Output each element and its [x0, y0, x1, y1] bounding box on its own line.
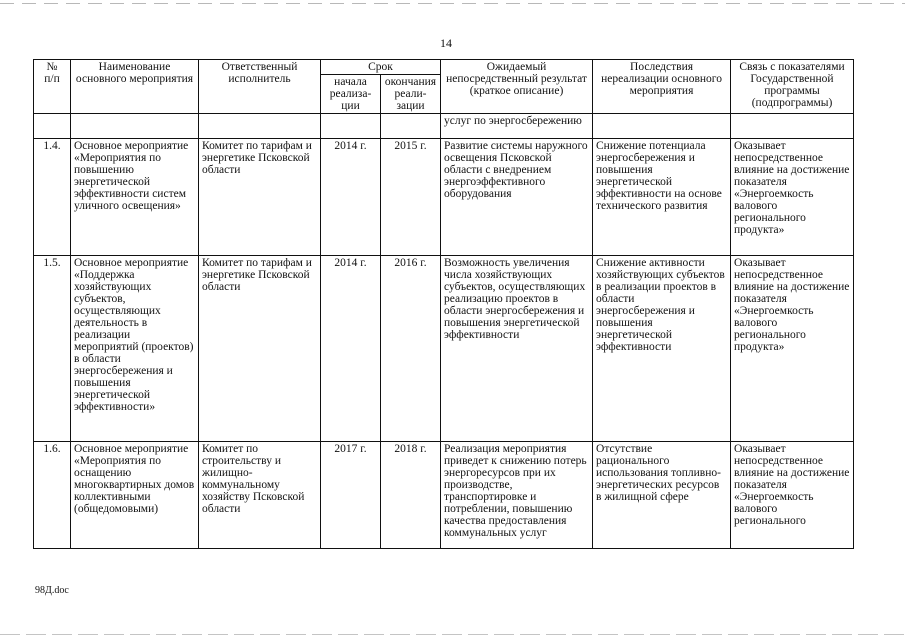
activities-table [33, 59, 854, 549]
cell-link: Оказывает непосредственное влияние на достижение показателя «Энергоемкость валового регионального [731, 442, 854, 549]
scan-edge-bottom [0, 634, 905, 635]
header-row [34, 60, 854, 75]
header-end: окончания реали-зации [381, 75, 441, 114]
cell-name: Основное мероприятие «Поддержка хозяйствующих субъектов, осуществляющих деятельность в реализации мероприятий (проектов) в области энергосбережения и повышения энергетической эффективности» [71, 256, 199, 442]
cell-name: Основное мероприятие «Мероприятия по повышению энергетической эффективности систем уличного освещения» [71, 139, 199, 256]
header-term: Срок [321, 60, 441, 75]
cell-consequences: Снижение активности хозяйствующих субъектов в реализации проектов в области энергосбережения и повышения энергетической эффективности [593, 256, 731, 442]
cell-consequences: Отсутствие рационального использования топливно-энергетических ресурсов в жилищной сфере [593, 442, 731, 549]
cell-num: 1.6. [34, 442, 71, 549]
cell-start: 2014 г. [321, 256, 381, 442]
cell-end: 2018 г. [381, 442, 441, 549]
cell-end: 2015 г. [381, 139, 441, 256]
cell-result: Реализация мероприятия приведет к снижению потерь энергоресурсов при их производстве, транспортировке и потреблении, повышению качества предоставления коммунальных услуг [441, 442, 593, 549]
cell-link: Оказывает непосредственное влияние на достижение показателя «Энергоемкость валового регионального продукта» [731, 139, 854, 256]
page-number: 14 [440, 36, 452, 50]
header-num: № п/п [34, 60, 71, 114]
cell-result: Развитие системы наружного освещения Псковской области с внедрением энергоэффективного оборудования [441, 139, 593, 256]
cell-end [381, 114, 441, 139]
header-link: Связь с показателями Государственной программы (подпрограммы) [731, 60, 854, 114]
cell-link [731, 114, 854, 139]
footer-filename: 98Д.doc [35, 585, 69, 596]
header-start: начала реализа-ции [321, 75, 381, 114]
cell-name [71, 114, 199, 139]
scan-edge-top [0, 3, 905, 4]
cell-result: Возможность увеличения числа хозяйствующих субъектов, осуществляющих реализацию проектов в области энергосбережения и повышения энергетической эффективности [441, 256, 593, 442]
cell-num: 1.5. [34, 256, 71, 442]
cell-executor: Комитет по тарифам и энергетике Псковской области [199, 139, 321, 256]
header-result: Ожидаемый непосредственный результат (краткое описание) [441, 60, 593, 114]
cell-result: услуг по энергосбережению [441, 114, 593, 139]
cell-start: 2017 г. [321, 442, 381, 549]
header-executor: Ответственный исполнитель [199, 60, 321, 114]
table-row [34, 256, 854, 442]
header-consequences: Последствия нереализации основного мероприятия [593, 60, 731, 114]
table-row [34, 114, 854, 139]
cell-link: Оказывает непосредственное влияние на достижение показателя «Энергоемкость валового регионального продукта» [731, 256, 854, 442]
cell-consequences [593, 114, 731, 139]
cell-executor [199, 114, 321, 139]
header-name: Наименование основного мероприятия [71, 60, 199, 114]
table-row [34, 442, 854, 549]
cell-num [34, 114, 71, 139]
cell-name: Основное мероприятие «Мероприятия по оснащению многоквартирных домов коллективными (общедомовыми) [71, 442, 199, 549]
cell-executor: Комитет по строительству и жилищно-коммунальному хозяйству Псковской области [199, 442, 321, 549]
cell-start: 2014 г. [321, 139, 381, 256]
cell-consequences: Снижение потенциала энергосбережения и повышения энергетической эффективности на основе технического развития [593, 139, 731, 256]
cell-start [321, 114, 381, 139]
cell-end: 2016 г. [381, 256, 441, 442]
cell-num: 1.4. [34, 139, 71, 256]
table-row [34, 139, 854, 256]
cell-executor: Комитет по тарифам и энергетике Псковской области [199, 256, 321, 442]
